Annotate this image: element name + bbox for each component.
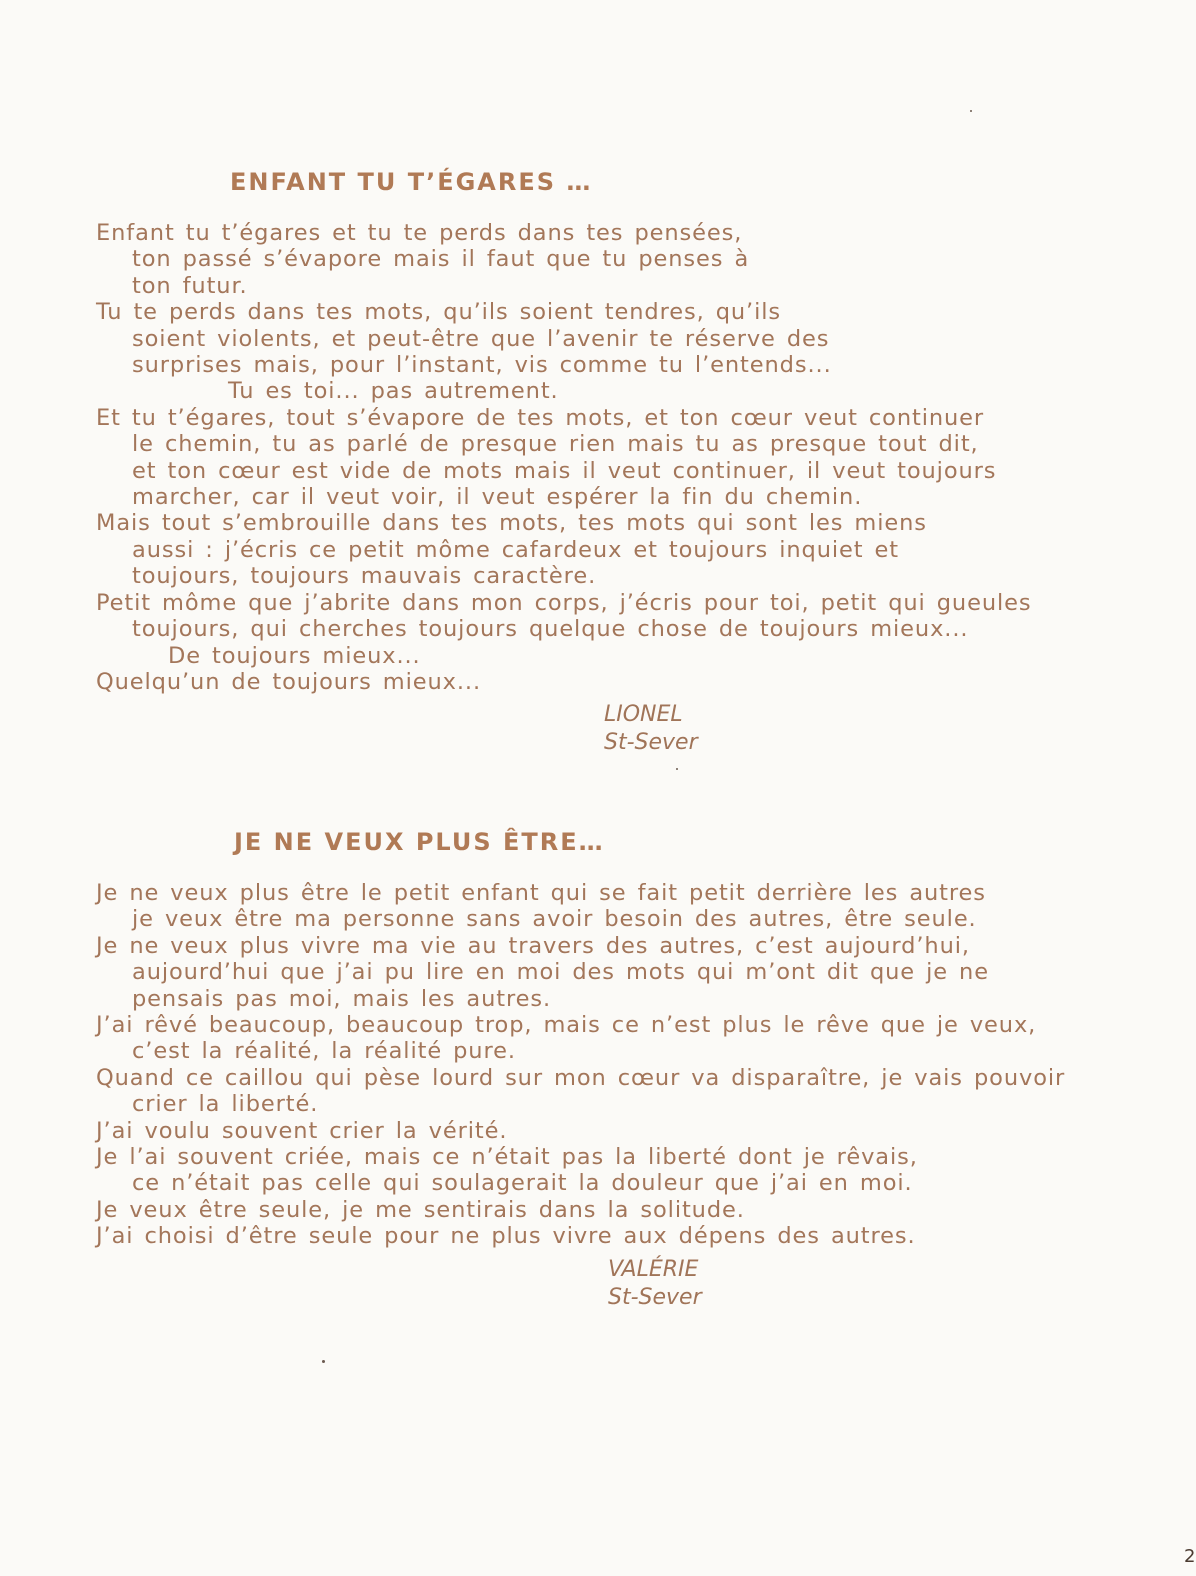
verse-line: Quand ce caillou qui pèse lourd sur mon cœur va disparaître, je vais pouvoir [96, 1064, 1066, 1091]
verse-line: Tu es toi... pas autrement. [228, 378, 559, 405]
verse-line: Je l’ai souvent criée, mais ce n’était pas la liberté dont je rêvais, [96, 1144, 918, 1171]
verse-line: J’ai voulu souvent crier la vérité. [96, 1117, 508, 1144]
verse-line: Mais tout s’embrouille dans tes mots, tes mots qui sont les miens [96, 510, 927, 537]
author-name: VALÉRIE [608, 1256, 699, 1282]
verse-line: Tu te perds dans tes mots, qu’ils soient tendres, qu’ils [96, 299, 782, 326]
verse-line: ton futur. [132, 272, 248, 299]
verse-line: J’ai rêvé beaucoup, beaucoup trop, mais ce n’est plus le rêve que je veux, [96, 1012, 1037, 1039]
verse-line: je veux être ma personne sans avoir besoin des autres, être seule. [132, 906, 977, 933]
verse-line: aussi : j’écris ce petit môme cafardeux et toujours inquiet et [132, 536, 899, 563]
verse-line: De toujours mieux... [168, 642, 421, 669]
verse-line: Et tu t’égares, tout s’évapore de tes mots, et ton cœur veut continuer [96, 404, 985, 431]
verse-line: J’ai choisi d’être seule pour ne plus vivre aux dépens des autres. [96, 1223, 916, 1250]
page-number: 2 [1184, 1546, 1196, 1567]
verse-line: c’est la réalité, la réalité pure. [132, 1038, 516, 1065]
verse-line: pensais pas moi, mais les autres. [132, 985, 552, 1012]
verse-line: et ton cœur est vide de mots mais il veut continuer, il veut toujours [132, 457, 997, 484]
verse-line: ce n’était pas celle qui soulagerait la douleur que j’ai en moi. [132, 1170, 913, 1197]
verse-line: le chemin, tu as parlé de presque rien mais tu as presque tout dit, [132, 431, 979, 458]
poem-body [96, 880, 1136, 1250]
verse-line: Je veux être seule, je me sentirais dans la solitude. [96, 1196, 745, 1223]
poem-je-ne-veux [96, 822, 1136, 1312]
author-place: St-Sever [604, 730, 698, 756]
verse-line: toujours, qui cherches toujours quelque chose de toujours mieux... [132, 616, 969, 643]
poem-title: JE NE VEUX PLUS ÊTRE… [234, 828, 605, 856]
poem-body [96, 220, 1136, 695]
verse-line: toujours, toujours mauvais caractère. [132, 563, 597, 590]
poem-enfant [96, 162, 1136, 757]
verse-line: ton passé s’évapore mais il faut que tu penses à [132, 246, 750, 273]
verse-line: marcher, car il veut voir, il veut espérer la fin du chemin. [132, 484, 863, 511]
paper-speck [970, 110, 972, 112]
signature-block [96, 1256, 1136, 1312]
paper-speck [676, 768, 678, 770]
verse-line: Je ne veux plus être le petit enfant qui se fait petit derrière les autres [96, 880, 986, 906]
verse-line: aujourd’hui que j’ai pu lire en moi des mots qui m’ont dit que je ne [132, 959, 989, 986]
author-name: LIONEL [604, 702, 683, 728]
verse-line: surprises mais, pour l’instant, vis comme tu l’entends... [132, 352, 832, 379]
verse-line: Je ne veux plus vivre ma vie au travers des autres, c’est aujourd’hui, [96, 932, 970, 959]
verse-line: Enfant tu t’égares et tu te perds dans tes pensées, [96, 220, 743, 246]
poem-title: ENFANT TU T’ÉGARES … [230, 168, 593, 196]
verse-line: soient violents, et peut-être que l’avenir te réserve des [132, 325, 830, 352]
signature-block [96, 701, 1136, 757]
verse-line: Quelqu’un de toujours mieux... [96, 668, 482, 695]
author-place: St-Sever [608, 1284, 702, 1310]
verse-line: Petit môme que j’abrite dans mon corps, j’écris pour toi, petit qui gueules [96, 589, 1032, 616]
paper-speck [322, 1360, 325, 1363]
verse-line: crier la liberté. [132, 1091, 319, 1118]
